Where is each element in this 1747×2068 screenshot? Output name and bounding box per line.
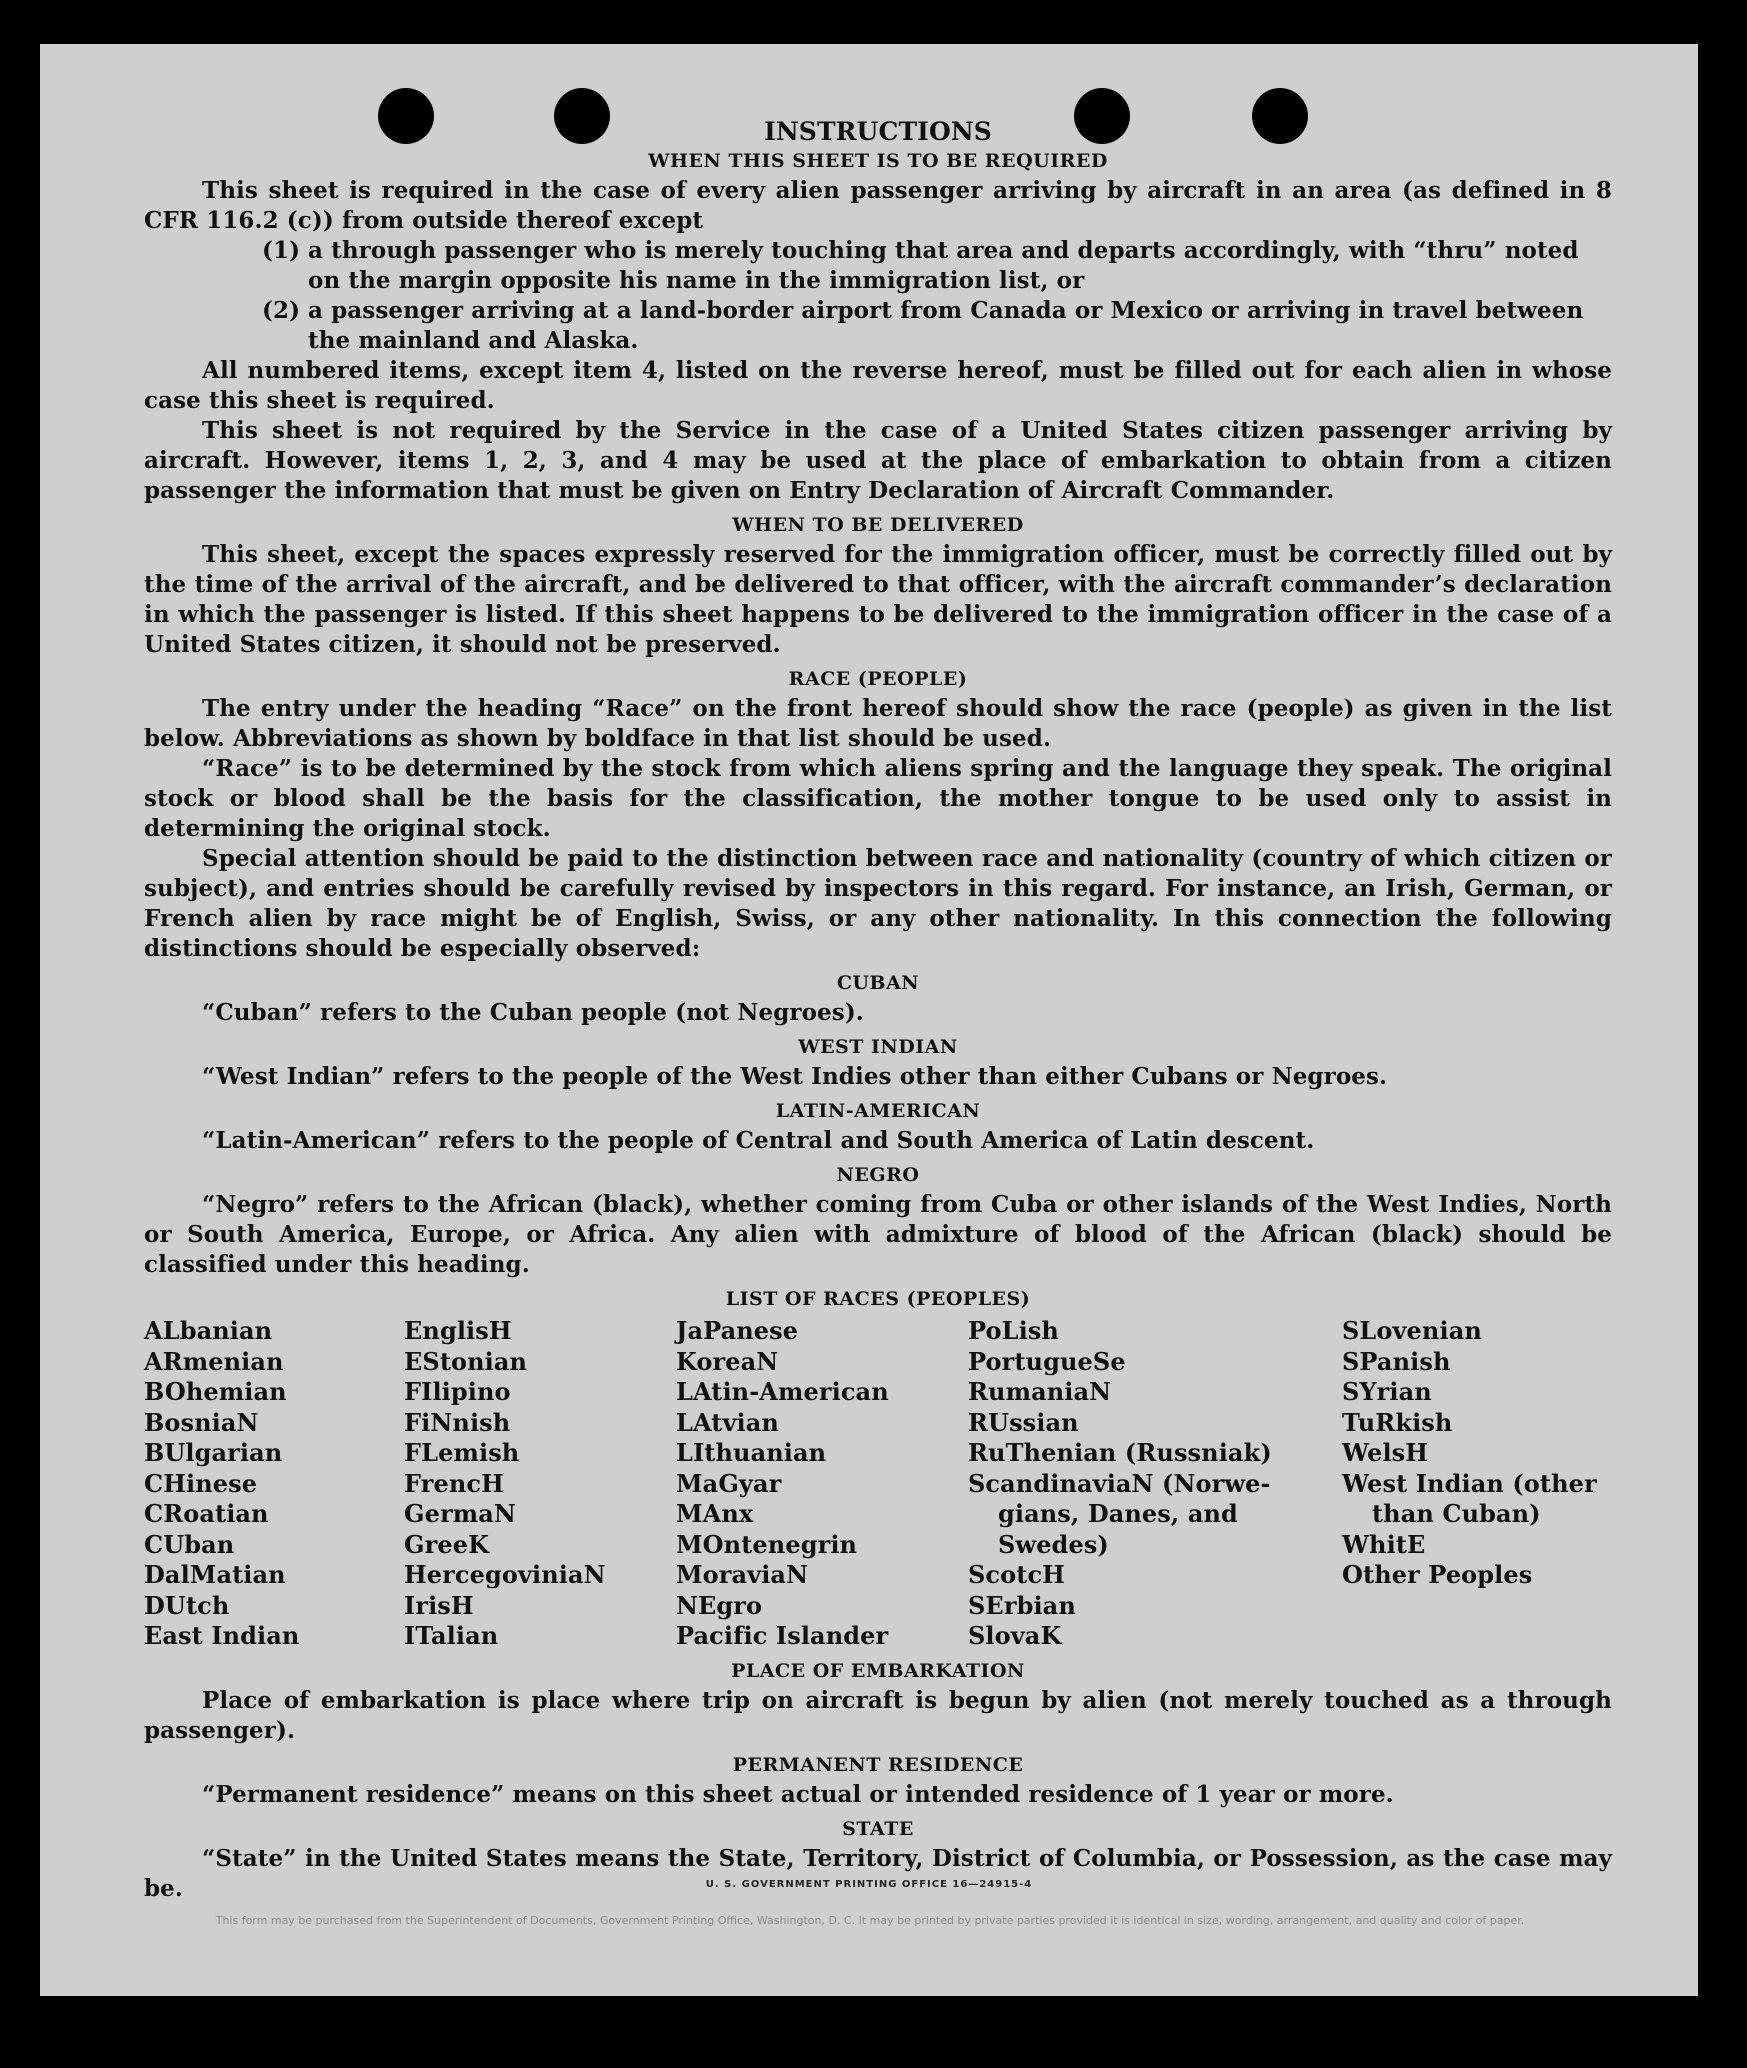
section-heading: NEGRO — [836, 1164, 920, 1186]
race-entry: TuRkish — [1342, 1407, 1453, 1437]
paragraph: “State” in the United States means the State, Territory, District of Columbia, or Possession, as the case may be. — [144, 1844, 1612, 1902]
section-heading: CUBAN — [836, 972, 920, 994]
race-entry: SErbian — [968, 1590, 1076, 1620]
section-heading: PERMANENT RESIDENCE — [732, 1753, 1024, 1776]
exception-item — [144, 296, 1612, 356]
race-entry: LIthuanian — [676, 1438, 827, 1467]
race-entry: BOhemian — [144, 1377, 287, 1406]
section-heading: PLACE OF EMBARKATION — [731, 1659, 1025, 1682]
race-entry: HercegoviniaN — [404, 1560, 606, 1589]
race-entry: PortugueSe — [968, 1346, 1126, 1376]
paragraph: “Permanent residence” means on this sheet actual or intended residence of 1 year or more. — [202, 1780, 1394, 1808]
exception-text: a through passenger who is merely touching that area and departs accordingly, with “thru” noted on the margin opposite his name in the immigration list, or — [308, 237, 1579, 294]
race-entry: FIlipino — [404, 1377, 511, 1406]
paragraph: “Latin-American” refers to the people of Central and South America of Latin descent. — [202, 1127, 1315, 1154]
instructions-body — [144, 116, 1612, 1904]
race-entry: SPanish — [1342, 1346, 1451, 1376]
race-entry: ScandinaviaN (Norwe- — [968, 1468, 1271, 1498]
section-heading: STATE — [842, 1817, 914, 1840]
race-entry: NEgro — [676, 1590, 763, 1620]
section-heading: LIST OF RACES (PEOPLES) — [725, 1288, 1031, 1310]
race-entry: FiNnish — [404, 1407, 511, 1437]
exception-number: (2) — [262, 297, 301, 324]
race-entry: SYrian — [1342, 1377, 1432, 1406]
race-column — [1342, 1316, 1612, 1652]
race-entry: FLemish — [404, 1438, 520, 1467]
document-page — [40, 44, 1698, 1996]
race-column — [404, 1316, 676, 1652]
section-heading: WHEN TO BE DELIVERED — [732, 514, 1024, 536]
paragraph: “Cuban” refers to the Cuban people (not Negroes). — [202, 999, 864, 1026]
race-column — [968, 1316, 1342, 1652]
race-entry: West Indian (other — [1342, 1468, 1597, 1498]
race-entry: ITalian — [404, 1621, 499, 1650]
printer-imprint: U. S. GOVERNMENT PRINTING OFFICE 16—24915-4 — [705, 1879, 1033, 1890]
race-entry: DUtch — [144, 1590, 230, 1620]
race-entry: ALbanian — [144, 1316, 273, 1345]
race-entry: Other Peoples — [1342, 1560, 1533, 1589]
race-entry: MaGyar — [676, 1468, 782, 1498]
paragraph: This sheet is required in the case of every alien passenger arriving by aircraft in an area (as defined in 8 CFR 116.2 (c)) from outside thereof except — [144, 177, 1612, 234]
paragraph: “West Indian” refers to the people of the West Indies other than either Cubans or Negroes. — [202, 1063, 1388, 1090]
race-entry: WhitE — [1342, 1529, 1426, 1559]
race-entry: ScotcH — [968, 1560, 1065, 1589]
exception-item — [144, 236, 1612, 296]
race-entry: RuThenian (Russniak) — [968, 1438, 1272, 1467]
race-entry: gians, Danes, and — [998, 1499, 1238, 1528]
race-entry: FrencH — [404, 1468, 504, 1498]
page-title: INSTRUCTIONS — [764, 117, 992, 146]
race-entry: RumaniaN — [968, 1377, 1112, 1406]
paragraph: Place of embarkation is place where trip on aircraft is begun by alien (not merely touched as a through passenger). — [144, 1686, 1612, 1744]
race-list — [144, 1316, 1612, 1652]
race-entry: SlovaK — [968, 1621, 1062, 1650]
race-entry: IrisH — [404, 1590, 474, 1620]
paragraph: “Race” is to be determined by the stock from which aliens spring and the language they speak. The original stock or blood shall be the basis for the classification, the mother tongue to be used only to assist in determining the original stock. — [144, 755, 1612, 842]
race-entry: CHinese — [144, 1468, 258, 1498]
race-entry: CRoatian — [144, 1499, 269, 1528]
race-entry: GermaN — [404, 1499, 516, 1528]
race-column — [676, 1316, 968, 1652]
section-heading: RACE (PEOPLE) — [788, 668, 968, 690]
race-entry: MOntenegrin — [676, 1529, 858, 1559]
race-entry: SLovenian — [1342, 1316, 1482, 1345]
race-entry: Swedes) — [998, 1529, 1109, 1559]
race-entry: LAtvian — [676, 1407, 779, 1437]
race-column — [144, 1316, 404, 1652]
faint-footer-note: This form may be purchased from the Superintendent of Documents, Government Printing Office, Washington, D. C. It may be printed by private parties provided it is identical in size, wording, arrangement, and quality and color of paper. — [215, 1914, 1525, 1927]
race-entry: MoraviaN — [676, 1560, 809, 1589]
race-entry: GreeK — [404, 1529, 490, 1559]
section-heading: LATIN-AMERICAN — [775, 1100, 981, 1122]
race-entry: WelsH — [1342, 1438, 1429, 1467]
race-entry: DalMatian — [144, 1560, 286, 1589]
paragraph: This sheet is not required by the Service in the case of a United States citizen passenger arriving by aircraft. However, items 1, 2, 3, and 4 may be used at the place of embarkation to obtain from a citizen passenger the information that must be given on Entry Declaration of Aircraft Commander. — [144, 417, 1612, 504]
section-heading: WEST INDIAN — [798, 1036, 958, 1058]
race-entry: PoLish — [968, 1316, 1059, 1345]
race-entry: Pacific Islander — [676, 1621, 889, 1650]
paragraph: This sheet, except the spaces expressly reserved for the immigration officer, must be correctly filled out by the time of the arrival of the aircraft, and be delivered to that officer, with the aircraft commander’s declaration in which the passenger is listed. If this sheet happens to be delivered to the immigration officer in the case of a United States citizen, it should not be preserved. — [144, 541, 1612, 658]
race-entry: KoreaN — [676, 1346, 779, 1376]
race-entry: CUban — [144, 1529, 235, 1559]
race-entry: BUlgarian — [144, 1438, 283, 1467]
race-entry: EnglisH — [404, 1316, 512, 1345]
race-entry: LAtin-American — [676, 1377, 889, 1406]
race-entry: JaPanese — [676, 1316, 799, 1345]
race-entry: EStonian — [404, 1346, 528, 1376]
race-entry: ARmenian — [144, 1346, 284, 1376]
exception-text: a passenger arriving at a land-border airport from Canada or Mexico or arriving in travel between the mainland and Alaska. — [308, 297, 1584, 354]
exception-number: (1) — [262, 237, 301, 264]
paragraph: All numbered items, except item 4, listed on the reverse hereof, must be filled out for each alien in whose case this sheet is required. — [144, 357, 1612, 414]
race-entry: East Indian — [144, 1621, 300, 1650]
paragraph: Special attention should be paid to the distinction between race and nationality (country of which citizen or subject), and entries should be carefully revised by inspectors in this regard. For instance, an Irish, German, or French alien by race might be of English, Swiss, or any other nationality. In this connection the following distinctions should be especially observed: — [144, 845, 1612, 962]
section-heading: WHEN THIS SHEET IS TO BE REQUIRED — [648, 150, 1108, 172]
paragraph: “Negro” refers to the African (black), whether coming from Cuba or other islands of the West Indies, North or South America, Europe, or Africa. Any alien with admixture of blood of the African (black) should be classified under this heading. — [144, 1191, 1612, 1278]
paragraph: The entry under the heading “Race” on the front hereof should show the race (people) as given in the list below. Abbreviations as shown by boldface in that list should be used. — [144, 695, 1612, 752]
race-entry: BosniaN — [144, 1407, 259, 1437]
race-entry: than Cuban) — [1372, 1499, 1541, 1528]
race-entry: RUssian — [968, 1407, 1079, 1437]
race-entry: MAnx — [676, 1499, 754, 1528]
